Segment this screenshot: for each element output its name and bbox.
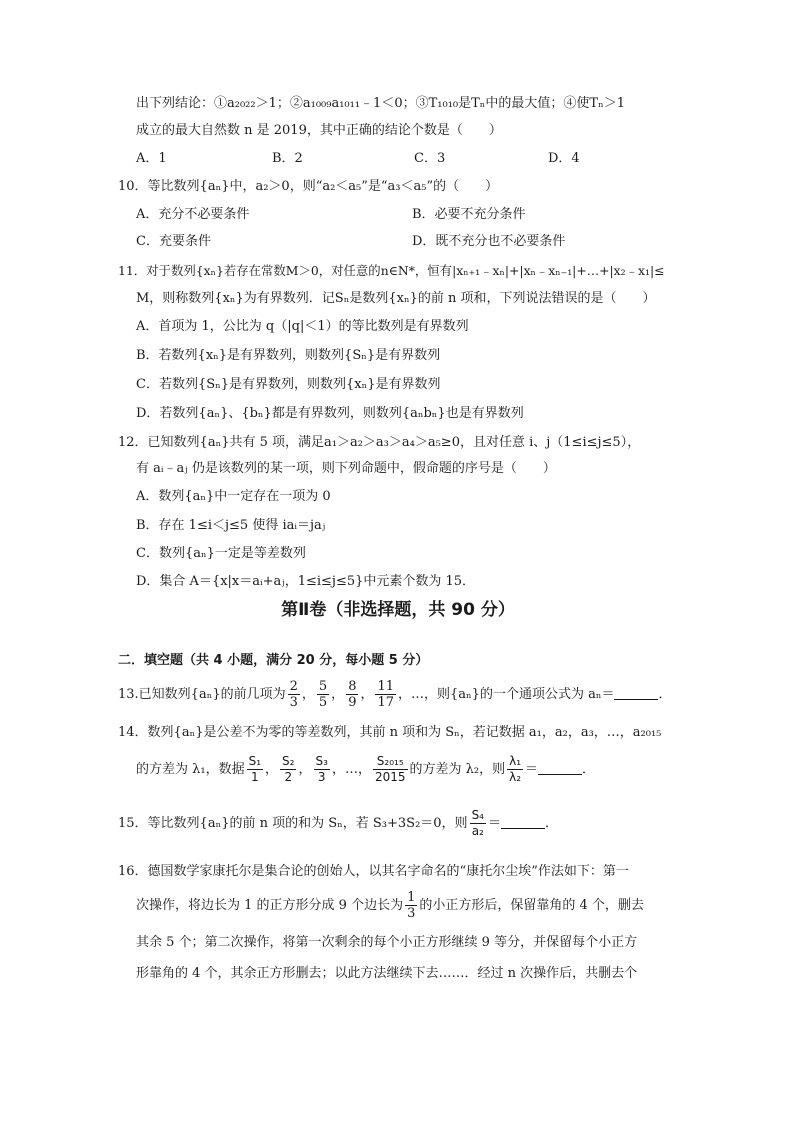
q13-fraction-4 xyxy=(375,679,396,710)
numerator: 2 xyxy=(289,679,298,694)
q16-line2-suffix: 的小正方形后，保留靠角的 4 个，删去 xyxy=(419,898,644,913)
q16-fraction xyxy=(405,890,417,921)
q9-line2: 成立的最大自然数 n 是 2019，其中正确的结论个数是（ ） xyxy=(136,123,502,138)
q13-prefix: 13.已知数列{aₙ}的前几项为 xyxy=(118,687,286,702)
q11-option-b: B．若数列{xₙ}是有界数列，则数列{Sₙ}是有界数列 xyxy=(136,348,441,363)
q14-line2-prefix: 的方差为 λ₁，数据 xyxy=(136,762,245,777)
q12-line1: 12．已知数列{aₙ}共有 5 项，满足a₁＞a₂＞a₃＞a₄＞a₅≥0，且对任意 i、j（1≤i≤j≤5）， xyxy=(118,435,641,450)
numerator: 5 xyxy=(318,679,328,694)
q15-end: ． xyxy=(545,816,559,831)
q16-line3: 其余 5 个；第二次操作，将第一次剩余的每个小正方形继续 9 等分，并保留每个小正方 xyxy=(136,935,638,950)
q14-fraction-2 xyxy=(280,754,296,785)
denominator: 17 xyxy=(377,695,395,710)
numerator: S₄ xyxy=(471,808,484,822)
denominator: 9 xyxy=(348,695,357,710)
q14-line2: 的方差为 λ₁，数据 $\frac{\text{S₁}}{1}$ ， $\frac{\text{S₂}}{2}$ ， $\frac{\text{S₃}}{3}$ ，…， $\frac{\text{S₂₀₁₅}}{2015}$ 的方差为 λ₂，则 $\frac{\text{λ₁}}{\text{λ₂}}$ ＝ ． xyxy=(136,754,596,784)
q13-line: 13.已知数列{aₙ}的前几项为 $\frac{2}{3}$ ， $\frac{5}{5}$ ， $\frac{8}{9}$ ， $\frac{11}{17}$ ，…，则{aₙ}的一个通项公式为 aₙ＝ ． xyxy=(118,679,672,710)
section-2-title: 第Ⅱ卷（非选择题，共 90 分） xyxy=(281,600,515,620)
denominator: 1 xyxy=(250,770,259,784)
q14-line2-mid: 的方差为 λ₂，则 xyxy=(409,762,506,777)
numerator: λ₁ xyxy=(509,754,522,768)
numerator: 1 xyxy=(407,890,416,905)
q15-prefix: 15．等比数列{aₙ}的前 n 项的和为 Sₙ，若 S₃+3S₂＝0，则 xyxy=(118,816,468,831)
denominator: a₂ xyxy=(471,824,484,838)
denominator: 3 xyxy=(317,770,326,784)
q12-option-b: B．存在 1≤i＜j≤5 使得 iaᵢ＝jaⱼ xyxy=(136,518,326,533)
q9-option-b: B．2 xyxy=(272,151,303,166)
q9-option-d: D．4 xyxy=(548,151,580,166)
numerator: S₁ xyxy=(248,754,262,768)
q11-option-d: D．若数列{aₙ}、{bₙ}都是有界数列，则数列{aₙbₙ}也是有界数列 xyxy=(136,406,524,421)
q9-line1: 出下列结论：①a₂₀₂₂＞1；②a₁₀₀₉a₁₀₁₁﹣1＜0；③T₁₀₁₀是Tₙ中的最大值；④使Tₙ＞1 xyxy=(136,96,625,111)
q10-stem: 10．等比数列{aₙ}中，a₂＞0，则“a₂＜a₅”是“a₃＜a₅”的（ ） xyxy=(118,179,499,194)
q10-option-d: D．既不充分也不必要条件 xyxy=(412,234,566,249)
q16-line4: 形靠角的 4 个，其余正方形删去；以此方法继续下去……．经过 n 次操作后，共删去个 xyxy=(136,966,638,981)
q15-answer-blank[interactable] xyxy=(501,814,545,829)
numerator: S₂₀₁₅ xyxy=(373,754,408,770)
q10-option-b: B．必要不充分条件 xyxy=(412,207,526,222)
q12-option-a: A．数列{aₙ}中一定存在一项为 0 xyxy=(136,489,331,504)
q13-end: ． xyxy=(658,687,672,702)
q16-line1: 16．德国数学家康托尔是集合论的创始人，以其名字命名的“康托尔尘埃”作法如下：第一 xyxy=(118,864,629,879)
part-2-heading: 二．填空题（共 4 小题，满分 20 分，每小题 5 分） xyxy=(118,653,429,668)
q13-fraction-1 xyxy=(288,679,300,710)
q14-ratio xyxy=(507,754,523,785)
denominator: 3 xyxy=(407,906,416,921)
numerator: 8 xyxy=(348,679,357,694)
q13-fraction-3 xyxy=(346,679,358,710)
q16-line2-prefix: 次操作，将边长为 1 的正方形分成 9 个边长为 xyxy=(136,898,404,913)
q10-option-c: C．充要条件 xyxy=(136,234,211,249)
q14-fraction-1 xyxy=(247,754,263,785)
q10-option-a: A．充分不必要条件 xyxy=(136,207,250,222)
q16-line2 xyxy=(136,888,644,924)
q11-line2: M，则称数列{xₙ}为有界数列．记Sₙ是数列{xₙ}的前 n 项和，下列说法错误的是（ ） xyxy=(136,291,656,306)
q13-fraction-2 xyxy=(317,679,329,710)
q14-fraction-4 xyxy=(373,754,408,785)
denominator: 3 xyxy=(289,695,298,710)
q9-option-c: C．3 xyxy=(414,151,446,166)
q14-line1: 14．数列{aₙ}是公差不为零的等差数列，其前 n 项和为 Sₙ，若记数据 a₁，a₂，a₃，…，a₂₀₁₅ xyxy=(118,725,662,740)
numerator: S₃ xyxy=(315,754,328,768)
q14-fraction-3 xyxy=(314,754,330,785)
q13-answer-blank[interactable] xyxy=(614,685,658,700)
denominator: 2 xyxy=(284,770,293,784)
numerator: 11 xyxy=(377,679,395,694)
q13-suffix: ，…，则{aₙ}的一个通项公式为 aₙ＝ xyxy=(398,687,615,702)
q15-line: 15．等比数列{aₙ}的前 n 项的和为 Sₙ，若 S₃+3S₂＝0，则 $\frac{\text{S₄}}{\text{a₂}}$ ＝ ． xyxy=(118,808,559,838)
q11-line1: 11．对于数列{xₙ}若存在常数M＞0，对任意的n∈N*，恒有|xₙ₊₁﹣xₙ|+|xₙ﹣xₙ₋₁|+…+|x₂﹣x₁|≤ xyxy=(118,263,665,278)
q12-option-c: C．数列{aₙ}一定是等差数列 xyxy=(136,546,306,561)
q14-answer-blank[interactable] xyxy=(538,760,582,775)
q11-option-a: A．首项为 1，公比为 q（|q|＜1）的等比数列是有界数列 xyxy=(136,319,469,334)
q15-ratio xyxy=(470,808,486,839)
numerator: S₂ xyxy=(282,754,295,768)
q12-option-d: D．集合 A＝{x|x＝aᵢ+aⱼ，1≤i≤j≤5}中元素个数为 15． xyxy=(136,574,476,589)
q12-line2: 有 aᵢ﹣aⱼ 仍是该数列的某一项，则下列命题中，假命题的序号是（ ） xyxy=(136,461,556,476)
q11-option-c: C．若数列{Sₙ}是有界数列，则数列{xₙ}是有界数列 xyxy=(136,377,441,392)
denominator: λ₂ xyxy=(509,770,522,784)
denominator: 5 xyxy=(318,695,328,710)
q9-option-a: A．1 xyxy=(136,151,167,166)
q14-end: ． xyxy=(582,762,596,777)
denominator: 2015 xyxy=(374,770,406,784)
